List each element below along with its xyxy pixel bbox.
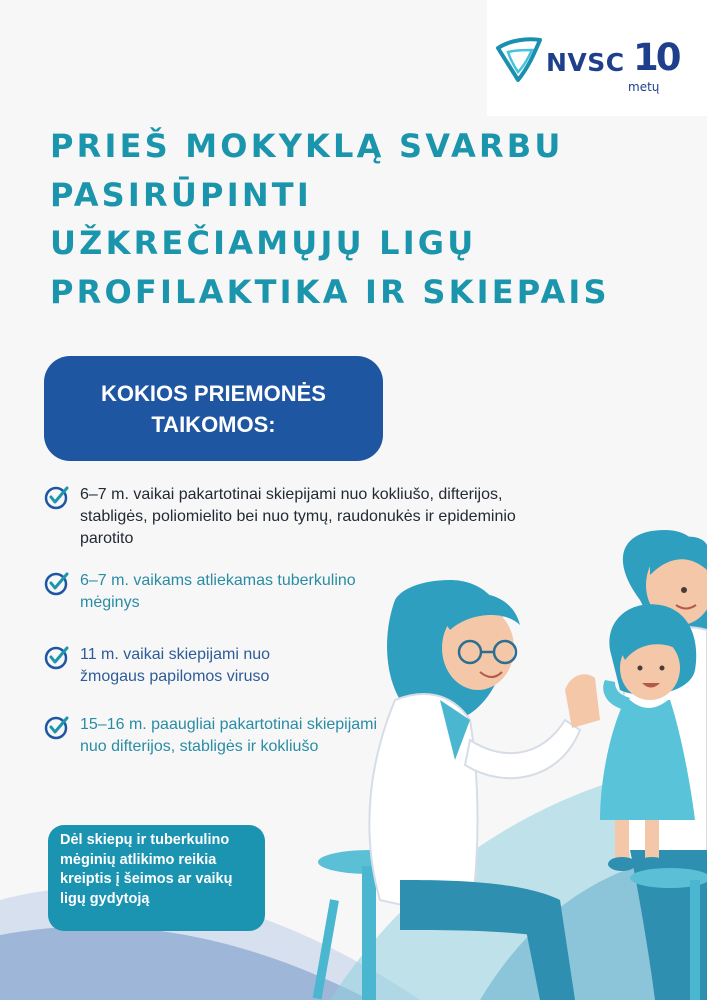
title-line: UŽKREČIAMŲJŲ LIGŲ [50,224,477,262]
title-line: PROFILAKTIKA IR SKIEPAIS [50,272,610,311]
title-line: PRIEŠ MOKYKLĄ SVARBU [50,127,564,165]
check-circle-icon [44,570,70,596]
logo-number: 10 [633,36,679,79]
list-item-text: 11 m. vaikai skiepijami nuo žmogaus papilomos viruso [80,646,271,685]
page-title [50,122,690,316]
list-item-text: 6–7 m. vaikams atliekamas tuberkulino mėginys [80,572,356,611]
section-heading-box [44,356,383,461]
list-item-text: 6–7 m. vaikai pakartotinai skiepijami nuo kokliušo, difterijos, stabligės, poliomielito bei nuo tymų, raudonukės ir epideminio parotito [80,486,516,547]
note-text: Dėl skiepų ir tuberkulino mėginių atlikimo reikia kreiptis į šeimos ar vaikų ligų gydytoją [60,832,233,907]
check-circle-icon [44,484,70,510]
logo-subtitle: metų [628,80,660,94]
note-box [48,825,265,931]
list-item-text: 15–16 m. paaugliai pakartotinai skiepijami nuo difterijos, stabligės ir kokliušo [80,716,378,755]
logo-name: NVSC [546,48,625,77]
title-line: PASIRŪPINTI [50,175,312,214]
check-circle-icon [44,644,70,670]
check-circle-icon [44,714,70,740]
section-heading: KOKIOS PRIEMONĖS TAIKOMOS: [101,380,326,437]
nvsc-logo-icon [494,34,546,86]
